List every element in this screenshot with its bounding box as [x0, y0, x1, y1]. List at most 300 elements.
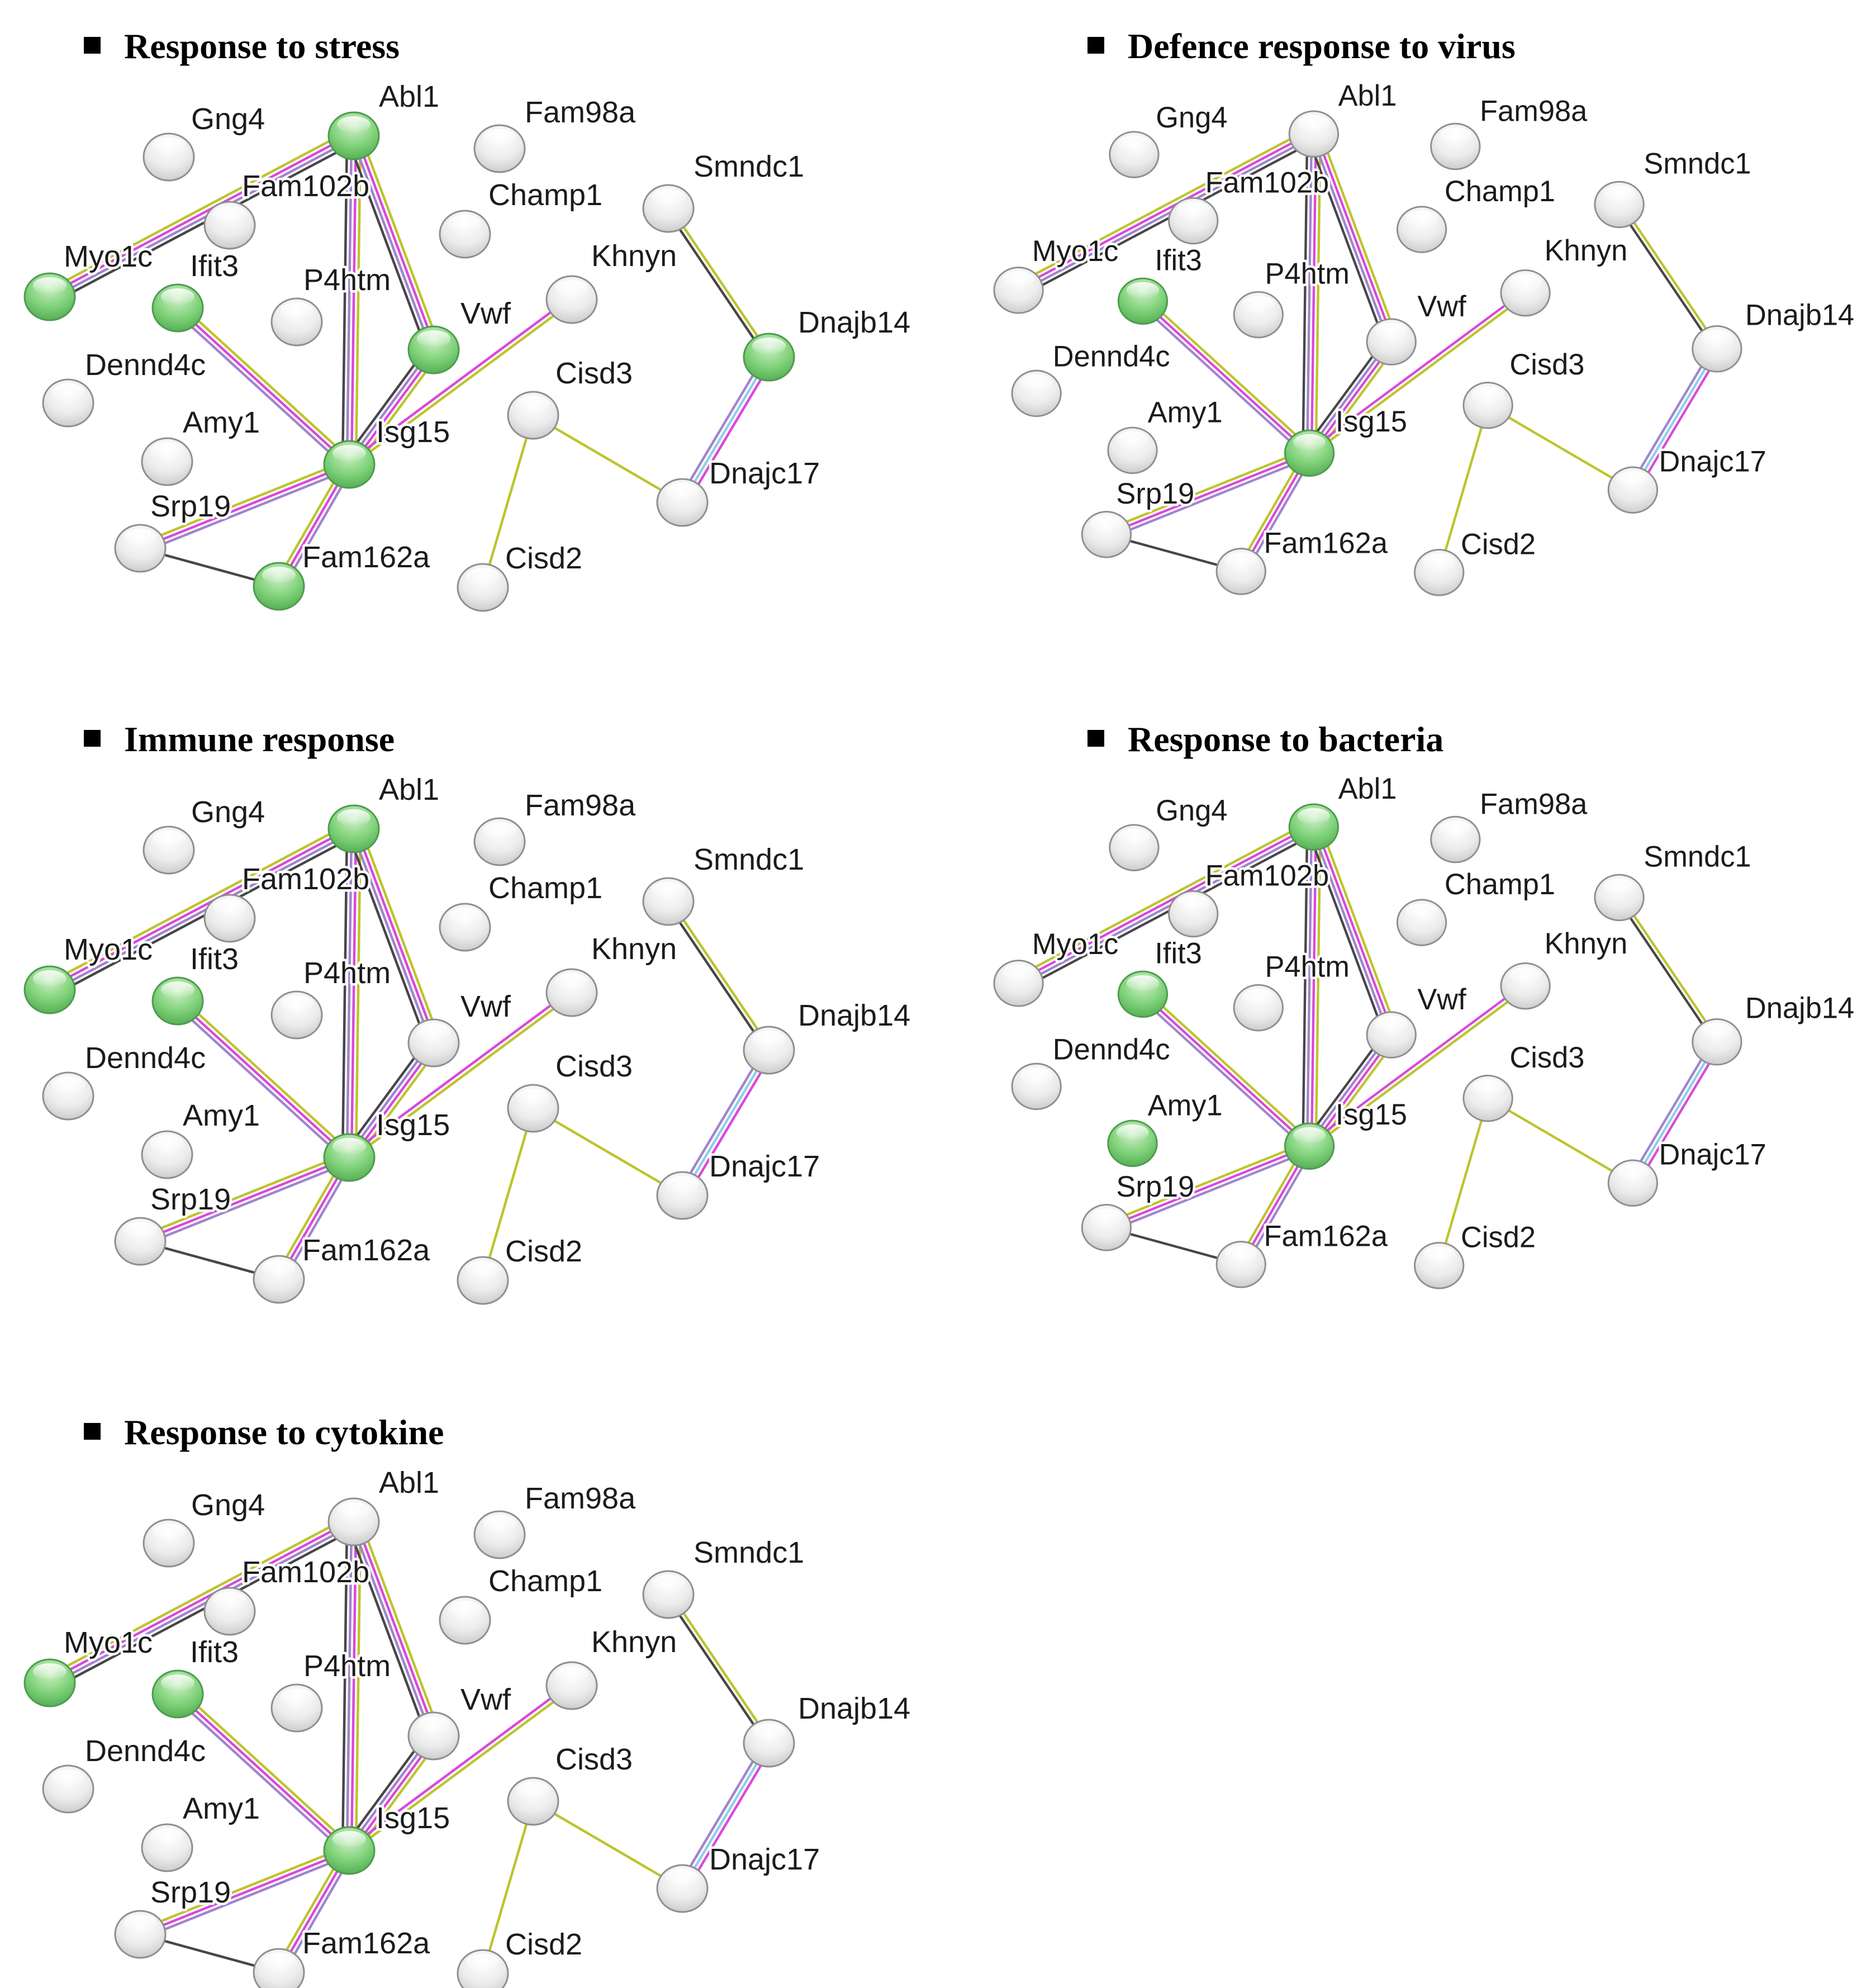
node-label-Fam162a: Fam162a — [1264, 1220, 1388, 1253]
node-Fam98a[interactable] — [474, 1482, 636, 1558]
node-gloss-highlight — [483, 822, 516, 839]
node-label-Khnyn: Khnyn — [591, 239, 677, 273]
node-Khnyn[interactable] — [1501, 235, 1627, 316]
node-label-Smndc1: Smndc1 — [694, 843, 805, 877]
edge-Abl1-Vwf — [348, 134, 440, 352]
node-gloss-highlight — [262, 1260, 296, 1277]
node-Vwf[interactable] — [409, 1683, 511, 1759]
node-gloss-highlight — [150, 442, 184, 459]
node-label-Fam102b: Fam102b — [1205, 167, 1329, 200]
node-label-Dnajb14: Dnajb14 — [798, 1692, 911, 1726]
node-Abl1[interactable] — [329, 1466, 439, 1545]
edge-line-homology — [1312, 135, 1389, 343]
node-gloss-highlight — [1617, 471, 1649, 487]
node-gloss-highlight — [150, 1135, 184, 1152]
node-label-Dnajb14: Dnajb14 — [1745, 992, 1855, 1025]
network-immune-response — [3, 763, 938, 1308]
node-gloss-highlight — [516, 396, 550, 412]
node-Amy1[interactable] — [142, 1099, 260, 1178]
edge-Cisd3-Dnajc17 — [533, 1108, 682, 1195]
node-gloss-highlight — [280, 302, 314, 319]
node-gloss-highlight — [1177, 202, 1209, 218]
node-gloss-highlight — [337, 1502, 371, 1519]
node-label-Ifit3: Ifit3 — [190, 249, 239, 283]
node-gloss-highlight — [1090, 516, 1123, 532]
node-label-Dnajc17: Dnajc17 — [709, 1843, 820, 1877]
node-Fam162a[interactable] — [1217, 528, 1388, 595]
nodes-layer — [25, 80, 910, 611]
edge-line-coexpression — [1617, 899, 1715, 1043]
edge-line-experiments — [356, 135, 436, 349]
node-label-Isg15: Isg15 — [1335, 406, 1407, 439]
edge-line-textmining — [670, 207, 771, 356]
node-label-Srp19: Srp19 — [150, 1876, 231, 1910]
node-gloss-highlight — [555, 280, 588, 297]
node-label-Vwf: Vwf — [1417, 291, 1466, 324]
panel-title-text: Defence response to virus — [1128, 26, 1516, 66]
node-Khnyn[interactable] — [547, 239, 677, 323]
node-label-P4htm: P4htm — [303, 956, 391, 990]
edge-line-homology — [175, 1004, 346, 1161]
node-gloss-highlight — [33, 277, 67, 294]
edge-line-homology — [175, 311, 346, 468]
node-P4htm[interactable] — [272, 1649, 391, 1731]
node-label-Cisd3: Cisd3 — [555, 1050, 633, 1084]
node-Dnajb14[interactable] — [1693, 300, 1854, 372]
edge-Ifit3-Isg15 — [1140, 298, 1313, 456]
node-gloss-highlight — [1127, 282, 1159, 298]
node-Cisd3[interactable] — [508, 357, 633, 439]
node-gloss-highlight — [1405, 211, 1438, 227]
panel-defence-response-to-virus — [938, 0, 1876, 693]
node-label-Isg15: Isg15 — [376, 1801, 450, 1835]
node-Myo1c[interactable] — [994, 235, 1118, 313]
node-Vwf[interactable] — [1367, 291, 1466, 364]
bullet-square-icon — [84, 730, 101, 747]
node-label-Amy1: Amy1 — [183, 1099, 260, 1133]
node-Abl1-highlighted[interactable] — [1289, 774, 1397, 850]
node-label-Cisd2: Cisd2 — [505, 1928, 583, 1962]
node-label-Fam102b: Fam102b — [242, 1555, 370, 1590]
node-gloss-highlight — [337, 809, 371, 826]
node-Cisd3[interactable] — [1464, 349, 1585, 428]
node-label-Dennd4c: Dennd4c — [85, 348, 206, 382]
panel-response-to-stress — [0, 0, 938, 693]
node-Fam162a-highlighted[interactable] — [254, 540, 430, 610]
node-Cisd2[interactable] — [458, 1928, 582, 1988]
node-gloss-highlight — [1471, 387, 1504, 403]
node-Khnyn[interactable] — [547, 1625, 677, 1709]
node-gloss-highlight — [33, 970, 67, 987]
node-gloss-highlight — [280, 995, 314, 1012]
node-gloss-highlight — [1509, 274, 1541, 291]
panel-title-text: Response to bacteria — [1128, 719, 1444, 759]
node-label-Smndc1: Smndc1 — [694, 150, 805, 184]
node-gloss-highlight — [555, 973, 588, 990]
node-gloss-highlight — [417, 1023, 450, 1040]
edge-Ifit3-Isg15 — [175, 305, 353, 468]
node-gloss-highlight — [152, 831, 186, 847]
node-gloss-highlight — [1298, 115, 1330, 131]
node-gloss-highlight — [33, 1663, 67, 1680]
edge-Abl1-Vwf — [348, 827, 440, 1045]
node-label-Gng4: Gng4 — [1156, 102, 1228, 135]
node-gloss-highlight — [752, 1031, 786, 1047]
panel-response-to-bacteria — [938, 693, 1876, 1386]
node-label-Fam162a: Fam162a — [302, 1233, 430, 1268]
edge-line-experiments — [356, 828, 436, 1042]
bullet-square-icon — [1087, 730, 1104, 747]
node-label-Srp19: Srp19 — [1116, 1171, 1195, 1204]
node-Smndc1[interactable] — [643, 843, 804, 925]
node-Champ1[interactable] — [1397, 176, 1555, 253]
node-label-Champ1: Champ1 — [488, 871, 603, 905]
node-Gng4[interactable] — [144, 102, 265, 181]
edge-Abl1-Vwf — [1308, 132, 1398, 344]
edge-line-experiments — [178, 1694, 349, 1851]
node-label-Srp19: Srp19 — [1116, 478, 1195, 511]
node-Champ1[interactable] — [440, 178, 602, 258]
node-gloss-highlight — [333, 1831, 366, 1848]
node-gloss-highlight — [417, 330, 450, 347]
node-gloss-highlight — [1405, 904, 1438, 920]
node-Cisd2[interactable] — [1414, 1222, 1536, 1289]
edge-line-experiments — [356, 1521, 436, 1735]
node-Ifit3-highlighted[interactable] — [153, 249, 239, 331]
node-Dnajc17[interactable] — [657, 1843, 820, 1912]
node-gloss-highlight — [1002, 965, 1034, 981]
node-gloss-highlight — [652, 1575, 685, 1592]
node-Cisd3[interactable] — [508, 1743, 633, 1825]
node-label-Khnyn: Khnyn — [1544, 928, 1628, 961]
node-label-Vwf: Vwf — [460, 1683, 511, 1717]
node-Dnajc17[interactable] — [1608, 1139, 1766, 1206]
node-gloss-highlight — [666, 1869, 699, 1886]
node-label-Champ1: Champ1 — [488, 178, 603, 212]
panel-title — [84, 27, 938, 66]
node-gloss-highlight — [1225, 1246, 1257, 1262]
edge-line-textmining — [670, 1593, 771, 1742]
node-label-Cisd2: Cisd2 — [505, 542, 583, 576]
node-label-Cisd3: Cisd3 — [555, 357, 633, 391]
node-gloss-highlight — [483, 1515, 516, 1532]
node-Dnajb14[interactable] — [744, 999, 910, 1074]
network-svg-immune-response — [3, 763, 931, 1308]
panel-title — [1087, 720, 1876, 759]
edge-line-textmining — [1320, 132, 1398, 340]
node-Vwf-highlighted[interactable] — [409, 297, 511, 373]
network-svg-response-to-stress — [3, 70, 931, 615]
node-label-Dnajc17: Dnajc17 — [1659, 446, 1766, 479]
panel-response-to-cytokine — [0, 1386, 938, 1988]
node-Abl1-highlighted[interactable] — [329, 773, 439, 852]
node-label-Srp19: Srp19 — [150, 490, 231, 524]
node-Abl1-highlighted[interactable] — [329, 80, 439, 159]
node-label-P4htm: P4htm — [1265, 951, 1350, 984]
node-gloss-highlight — [1002, 272, 1034, 288]
edge-line-homology — [352, 1523, 431, 1737]
node-label-Myo1c: Myo1c — [1032, 235, 1119, 268]
node-gloss-highlight — [1423, 1247, 1455, 1263]
node-label-Cisd2: Cisd2 — [1461, 528, 1536, 561]
node-label-Amy1: Amy1 — [1147, 396, 1223, 429]
node-label-Fam98a: Fam98a — [525, 1482, 636, 1516]
node-label-Ifit3: Ifit3 — [190, 1635, 239, 1669]
node-Gng4[interactable] — [1110, 102, 1228, 177]
node-gloss-highlight — [124, 529, 157, 545]
edge-line-coexpression — [667, 903, 767, 1052]
edge-line-coexpression — [667, 1596, 767, 1745]
node-gloss-highlight — [466, 1954, 500, 1971]
node-Dnajb14-highlighted[interactable] — [744, 306, 910, 381]
edge-Smndc1-Dnajb14 — [667, 207, 771, 358]
node-gloss-highlight — [213, 206, 246, 222]
node-gloss-highlight — [262, 567, 296, 583]
node-gloss-highlight — [1375, 323, 1408, 339]
edge-Cisd3-Dnajc17 — [1488, 406, 1633, 490]
node-gloss-highlight — [1439, 127, 1471, 144]
network-defence-response-to-virus — [973, 70, 1876, 600]
node-label-Dennd4c: Dennd4c — [1052, 340, 1170, 373]
node-label-Champ1: Champ1 — [1444, 869, 1556, 902]
node-label-Myo1c: Myo1c — [64, 933, 153, 967]
edge-line-coexpression — [1617, 206, 1715, 350]
bullet-square-icon — [84, 1423, 101, 1440]
network-svg-response-to-cytokine — [3, 1456, 931, 1988]
node-Amy1[interactable] — [1108, 397, 1223, 473]
node-label-Fam162a: Fam162a — [1264, 527, 1388, 560]
node-P4htm[interactable] — [272, 263, 391, 345]
node-Fam98a[interactable] — [474, 96, 636, 172]
node-label-Myo1c: Myo1c — [64, 1626, 153, 1660]
node-label-Dennd4c: Dennd4c — [1052, 1033, 1170, 1066]
node-gloss-highlight — [466, 1261, 500, 1278]
node-Dnajb14[interactable] — [744, 1692, 910, 1767]
panel-title-text: Immune response — [124, 719, 395, 759]
node-Dennd4c[interactable] — [43, 1041, 206, 1119]
node-P4htm[interactable] — [272, 956, 391, 1038]
nodes-layer — [25, 773, 910, 1304]
edge-Ifit3-Isg15 — [175, 1691, 353, 1854]
node-Myo1c[interactable] — [994, 928, 1118, 1006]
node-Smndc1[interactable] — [1595, 841, 1751, 921]
node-Fam98a[interactable] — [1431, 96, 1588, 169]
node-label-Vwf: Vwf — [460, 297, 511, 331]
node-gloss-highlight — [1375, 1016, 1408, 1032]
edge-line-homology — [352, 830, 431, 1044]
node-Fam98a[interactable] — [474, 789, 636, 865]
node-label-Gng4: Gng4 — [191, 1488, 265, 1522]
edge-line-homology — [1312, 828, 1389, 1036]
node-Gng4[interactable] — [1110, 795, 1228, 870]
node-label-Dennd4c: Dennd4c — [85, 1734, 206, 1768]
node-Ifit3-highlighted[interactable] — [153, 1635, 239, 1717]
node-Abl1[interactable] — [1289, 80, 1397, 157]
node-gloss-highlight — [337, 116, 371, 133]
edge-Smndc1-Dnajb14 — [667, 900, 771, 1051]
node-gloss-highlight — [1020, 374, 1053, 391]
node-Cisd2[interactable] — [458, 542, 582, 611]
panel-title — [84, 720, 938, 759]
edge-Cisd3-Dnajc17 — [533, 415, 682, 502]
node-gloss-highlight — [213, 1592, 246, 1609]
node-Ifit3-highlighted[interactable] — [1118, 245, 1202, 324]
node-Gng4[interactable] — [144, 795, 265, 874]
node-Ifit3-highlighted[interactable] — [1118, 938, 1202, 1017]
node-Cisd3[interactable] — [508, 1050, 633, 1132]
panel-title-text: Response to stress — [124, 26, 400, 66]
node-Fam98a[interactable] — [1431, 789, 1588, 862]
node-label-Fam98a: Fam98a — [525, 789, 636, 823]
node-gloss-highlight — [417, 1716, 450, 1733]
node-gloss-highlight — [124, 1915, 157, 1932]
node-gloss-highlight — [152, 1524, 186, 1540]
node-Fam162a[interactable] — [1217, 1221, 1388, 1288]
node-gloss-highlight — [1118, 829, 1150, 845]
node-gloss-highlight — [1701, 1023, 1733, 1040]
edge-Abl1-Vwf — [1308, 825, 1398, 1037]
node-Dennd4c[interactable] — [1012, 341, 1170, 416]
node-label-Champ1: Champ1 — [488, 1564, 603, 1598]
node-gloss-highlight — [213, 899, 246, 915]
node-gloss-highlight — [1293, 434, 1326, 450]
node-gloss-highlight — [333, 445, 366, 462]
node-Amy1[interactable] — [142, 406, 260, 485]
edge-line-textmining — [1621, 203, 1719, 348]
node-label-Dnajb14: Dnajb14 — [1745, 299, 1855, 332]
node-label-Gng4: Gng4 — [191, 102, 265, 136]
node-label-Cisd3: Cisd3 — [1509, 349, 1585, 382]
node-Smndc1[interactable] — [1595, 148, 1751, 227]
node-Smndc1[interactable] — [643, 1536, 804, 1618]
node-Ifit3-highlighted[interactable] — [153, 942, 239, 1024]
node-label-Dennd4c: Dennd4c — [85, 1041, 206, 1075]
edge-line-experiments — [1316, 134, 1394, 341]
node-Champ1[interactable] — [440, 871, 602, 951]
node-gloss-highlight — [555, 1666, 588, 1683]
node-label-Khnyn: Khnyn — [591, 1625, 677, 1659]
node-label-Dnajb14: Dnajb14 — [798, 306, 911, 340]
node-label-Cisd2: Cisd2 — [505, 1235, 583, 1269]
node-gloss-highlight — [333, 1138, 366, 1155]
node-Cisd2[interactable] — [1414, 529, 1536, 596]
nodes-layer — [994, 774, 1854, 1289]
node-gloss-highlight — [1701, 330, 1733, 347]
node-label-Dnajb14: Dnajb14 — [798, 999, 911, 1033]
edge-Cisd3-Dnajc17 — [1488, 1099, 1633, 1183]
node-label-Dnajc17: Dnajc17 — [709, 1150, 820, 1184]
network-response-to-cytokine — [3, 1456, 938, 1988]
node-label-Abl1: Abl1 — [379, 80, 440, 114]
node-Dennd4c[interactable] — [1012, 1034, 1170, 1109]
empty-cell — [938, 1386, 1876, 1988]
node-gloss-highlight — [666, 1176, 699, 1193]
node-gloss-highlight — [1423, 554, 1455, 570]
node-gloss-highlight — [124, 1222, 157, 1239]
node-Gng4[interactable] — [144, 1488, 265, 1567]
node-label-Amy1: Amy1 — [183, 406, 260, 440]
node-Champ1[interactable] — [1397, 869, 1555, 946]
node-gloss-highlight — [448, 1601, 482, 1617]
node-gloss-highlight — [1242, 989, 1275, 1005]
node-Smndc1[interactable] — [643, 150, 804, 232]
node-Dnajc17[interactable] — [657, 457, 820, 526]
node-gloss-highlight — [1020, 1067, 1053, 1084]
node-gloss-highlight — [1603, 186, 1635, 202]
node-Fam162a[interactable] — [254, 1233, 430, 1303]
node-gloss-highlight — [280, 1688, 314, 1705]
network-response-to-stress — [3, 70, 938, 615]
edge-Smndc1-Dnajb14 — [1617, 896, 1718, 1043]
edge-Ifit3-Isg15 — [1140, 991, 1313, 1149]
node-Khnyn[interactable] — [1501, 928, 1627, 1009]
node-gloss-highlight — [1116, 431, 1148, 448]
node-label-Amy1: Amy1 — [183, 1792, 260, 1826]
node-label-Myo1c: Myo1c — [64, 240, 153, 274]
edge-line-homology — [352, 137, 431, 351]
node-Amy1[interactable] — [142, 1792, 260, 1871]
node-gloss-highlight — [1242, 296, 1275, 312]
node-Khnyn[interactable] — [547, 932, 677, 1016]
node-Dennd4c[interactable] — [43, 1734, 206, 1813]
node-label-Smndc1: Smndc1 — [1644, 148, 1751, 181]
edge-Ifit3-Isg15 — [175, 998, 353, 1161]
nodes-layer — [994, 80, 1854, 596]
node-gloss-highlight — [152, 137, 186, 154]
node-gloss-highlight — [516, 1782, 550, 1799]
network-svg-response-to-bacteria — [973, 763, 1874, 1293]
node-Vwf[interactable] — [1367, 984, 1466, 1057]
edge-line-textmining — [360, 134, 440, 348]
node-Cisd2[interactable] — [458, 1235, 582, 1304]
node-Amy1-highlighted[interactable] — [1108, 1090, 1223, 1166]
network-svg-defence-response-to-virus — [973, 70, 1874, 600]
node-gloss-highlight — [51, 1076, 85, 1093]
node-label-Vwf: Vwf — [1417, 984, 1466, 1017]
edge-Smndc1-Dnajb14 — [667, 1593, 771, 1744]
node-P4htm[interactable] — [1234, 951, 1350, 1031]
edge-line-textmining — [533, 415, 682, 502]
node-label-Smndc1: Smndc1 — [694, 1536, 805, 1570]
node-Cisd3[interactable] — [1464, 1042, 1585, 1121]
node-Champ1[interactable] — [440, 1564, 602, 1644]
edge-line-textmining — [1320, 825, 1398, 1033]
node-label-Abl1: Abl1 — [1338, 773, 1397, 806]
node-P4htm[interactable] — [1234, 258, 1350, 338]
network-response-to-bacteria — [973, 763, 1876, 1293]
node-label-Vwf: Vwf — [460, 990, 511, 1024]
node-Vwf[interactable] — [409, 990, 511, 1066]
node-gloss-highlight — [1090, 1209, 1123, 1225]
edge-line-experiments — [1143, 994, 1309, 1146]
node-Dnajc17[interactable] — [1608, 446, 1766, 513]
node-gloss-highlight — [448, 215, 482, 231]
node-label-Fam102b: Fam102b — [1205, 860, 1329, 893]
node-label-Isg15: Isg15 — [376, 1108, 450, 1142]
edge-line-textmining — [533, 1108, 682, 1195]
node-label-Ifit3: Ifit3 — [1155, 244, 1202, 277]
node-label-Champ1: Champ1 — [1444, 175, 1556, 208]
edge-line-experiments — [1316, 827, 1394, 1035]
node-Dennd4c[interactable] — [43, 348, 206, 426]
node-gloss-highlight — [161, 288, 194, 305]
node-Dnajc17[interactable] — [657, 1150, 820, 1219]
node-Fam162a[interactable] — [254, 1927, 430, 1988]
node-Dnajb14[interactable] — [1693, 993, 1854, 1065]
node-gloss-highlight — [1617, 1164, 1649, 1180]
node-gloss-highlight — [466, 568, 500, 585]
edge-line-homology — [1140, 305, 1307, 457]
